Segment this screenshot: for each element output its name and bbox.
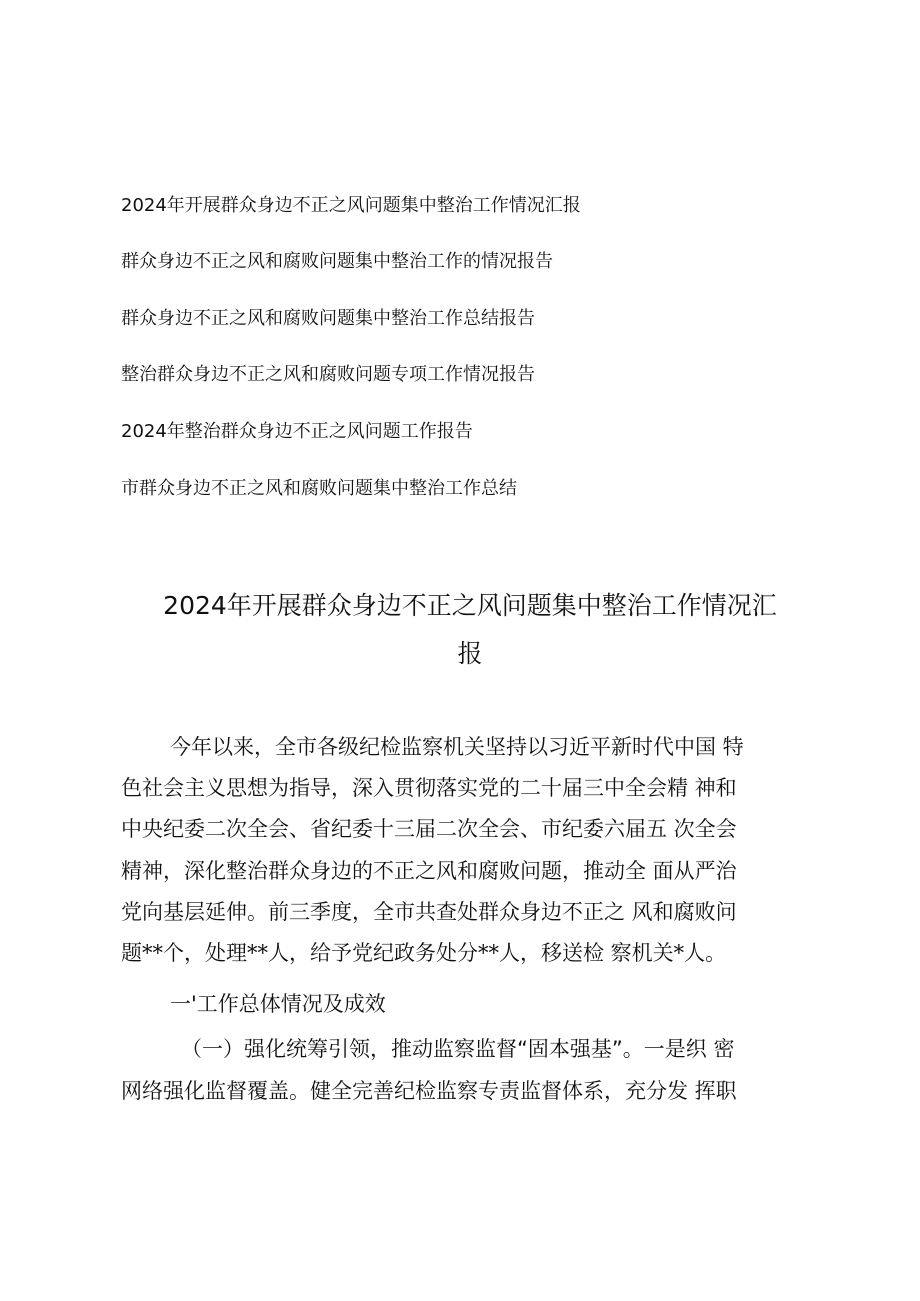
toc-item: 2024年开展群众身边不正之风问题集中整治工作情况汇报 [121,195,581,216]
sub-heading-tail: 密 [706,1037,735,1061]
body-paragraph-line: 网络强化监督覆盖。健全完善纪检监察专责监督体系，充分发 挥职 [121,1079,737,1103]
toc-item: 市群众身边不正之风和腐败问题集中整治工作总结 [121,478,517,499]
toc-item: 2024年整治群众身边不正之风问题工作报告 [121,421,473,442]
document-title-line2: 报 [457,639,483,668]
toc-item: 整治群众身边不正之风和腐败问题专项工作情况报告 [121,364,535,385]
section-heading: 一'工作总体情况及成效 [170,992,386,1016]
body-paragraph-line: 今年以来，全市各级纪检监察机关坚持以习近平新时代中国 特 [170,735,744,759]
body-paragraph-line: 精神，深化整治群众身边的不正之风和腐败问题，推动全 面从严治 [121,859,737,883]
body-paragraph-line: 党向基层延伸。前三季度，全市共查处群众身边不正之 风和腐败问 [121,900,737,924]
body-paragraph-line: 中央纪委二次全会、省纪委十三届二次全会、市纪委六届五 次全会 [121,817,737,841]
body-paragraph-line: 色社会主义思想为指导，深入贯彻落实党的二十届三中全会精 神和 [121,776,737,800]
body-paragraph-line: 题**个，处理**人，给予党纪政务处分**人，移送检 察机关*人。 [121,941,727,965]
sub-heading [181,1035,734,1063]
toc-item: 群众身边不正之风和腐败问题集中整治工作总结报告 [121,308,535,329]
document-title-line1: 2024年开展群众身边不正之风问题集中整治工作情况汇 [163,591,777,620]
toc-item: 群众身边不正之风和腐败问题集中整治工作的情况报告 [121,251,553,272]
sub-heading-text: （一）强化统筹引领，推动监察监督“固本强基”。一是织 [181,1037,707,1061]
